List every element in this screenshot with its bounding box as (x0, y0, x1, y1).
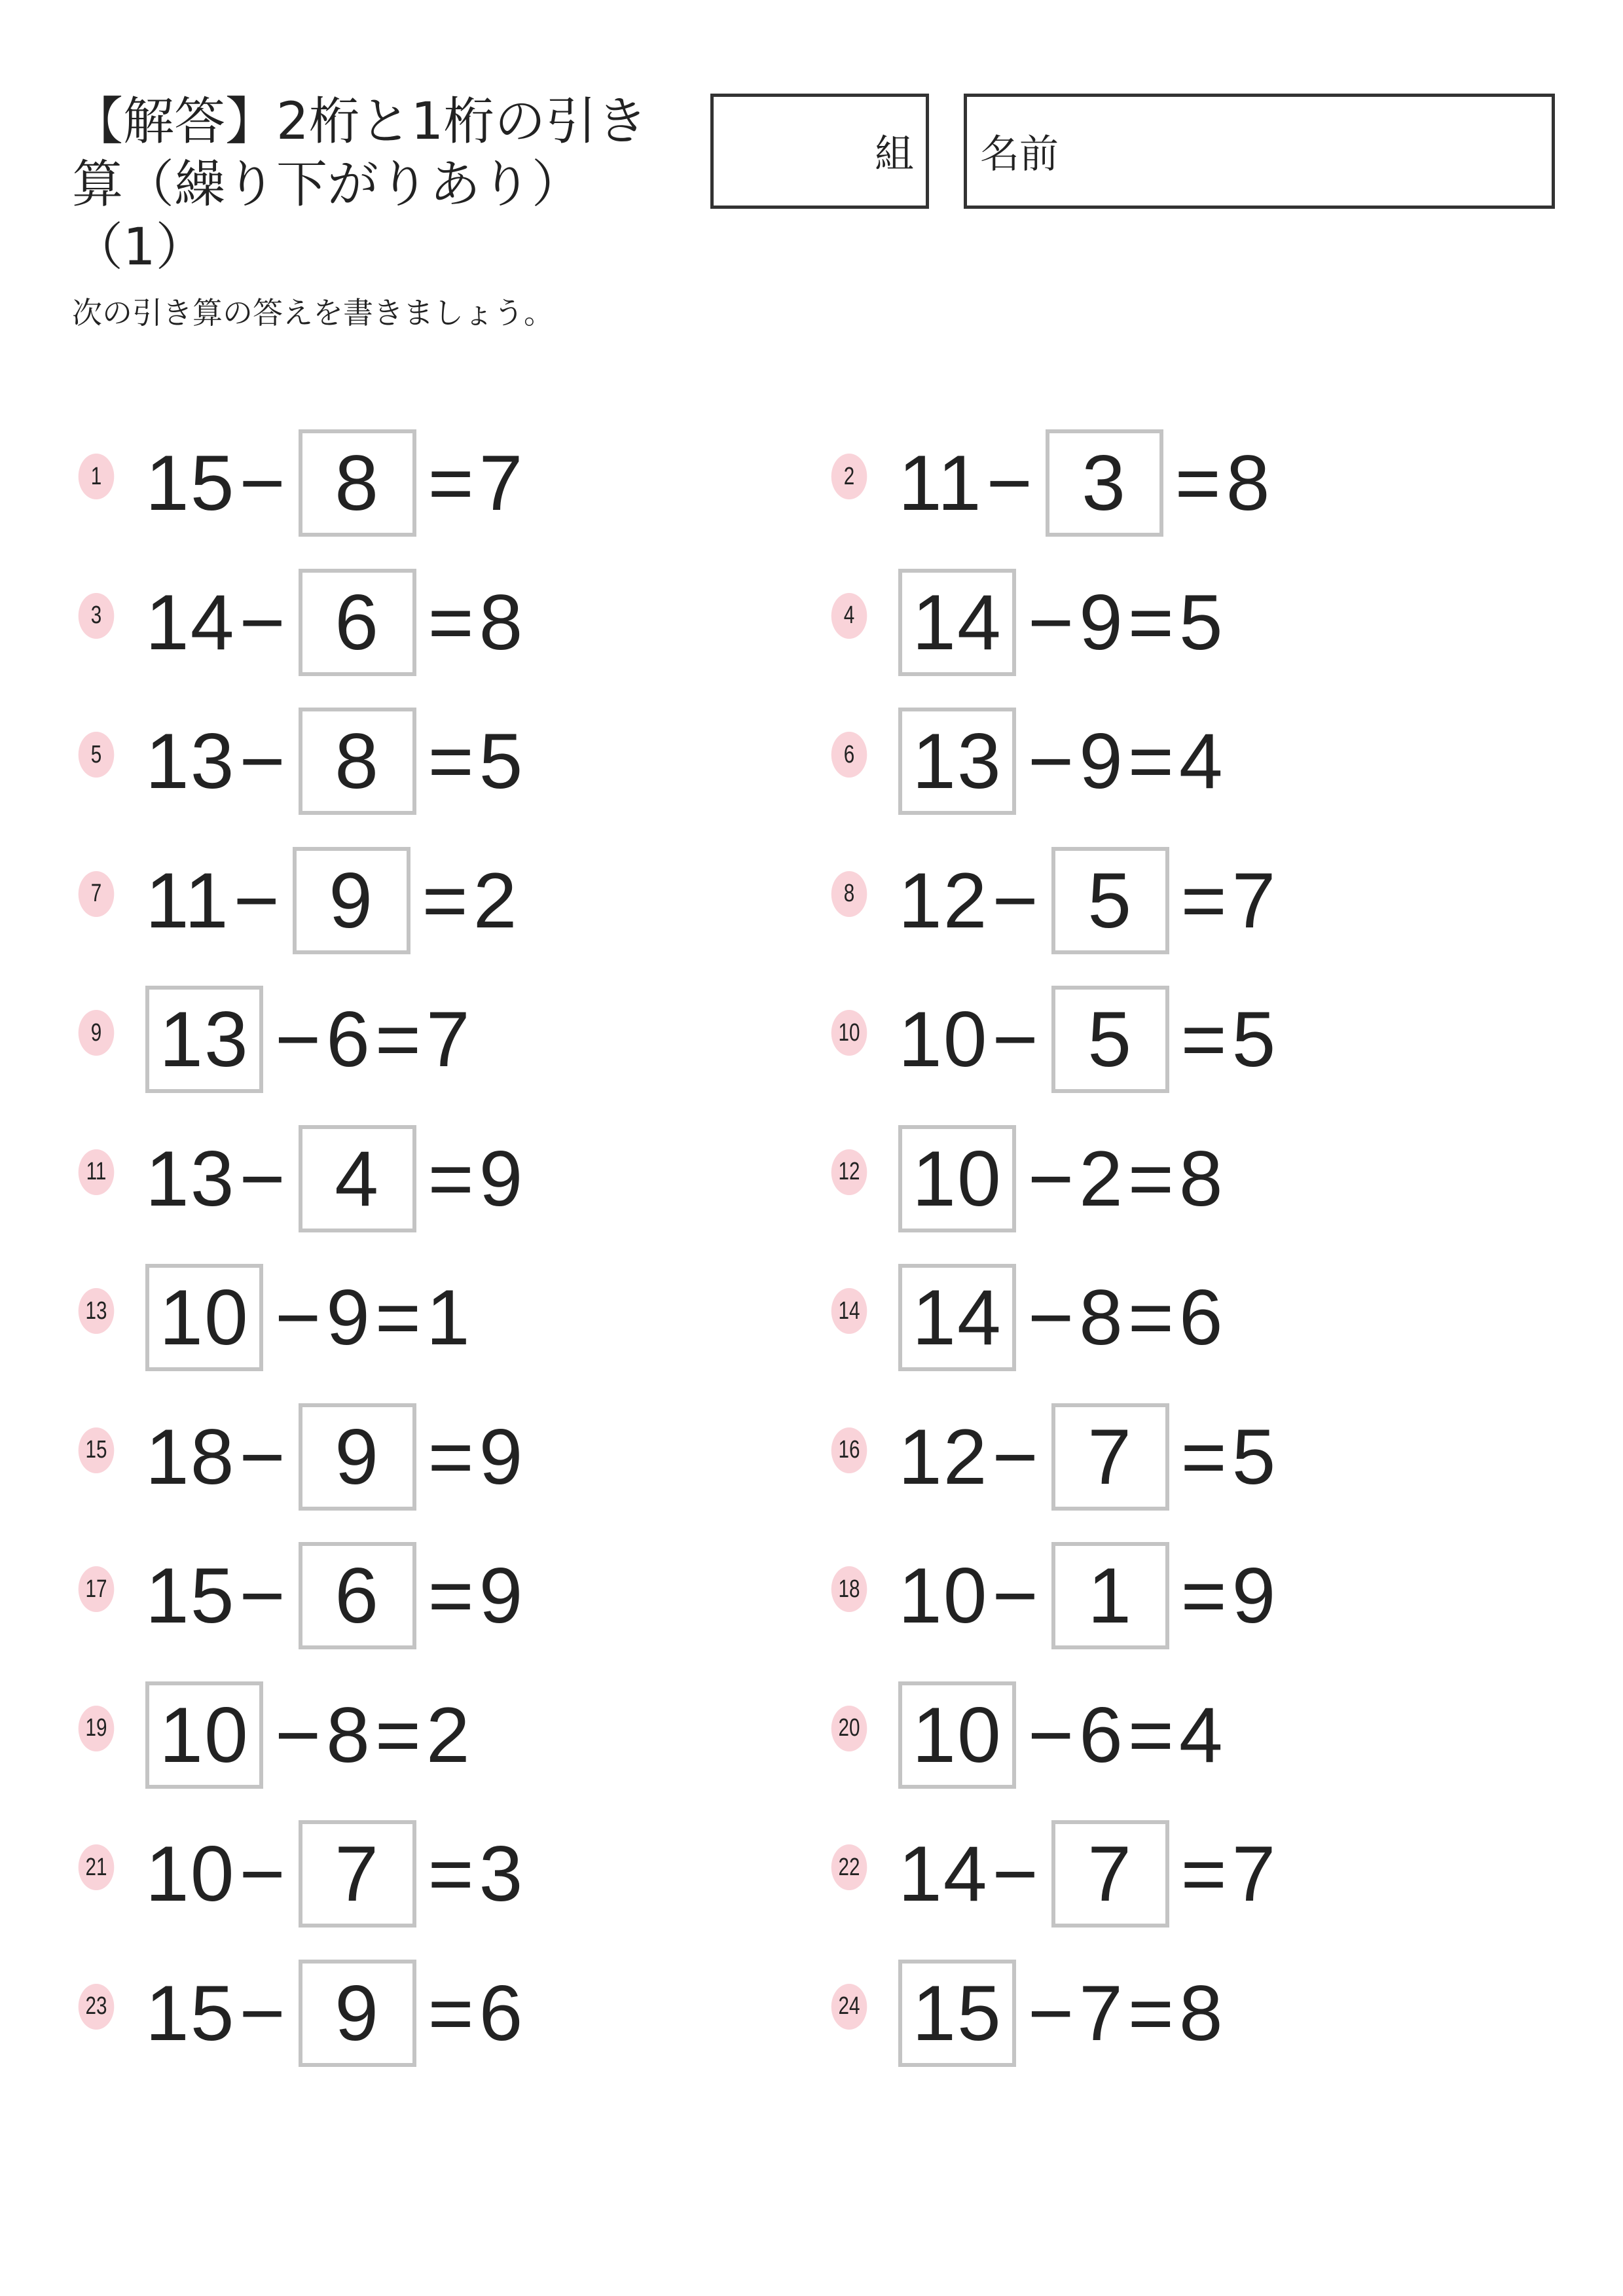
result: 6 (479, 1969, 524, 2057)
minus-sign: − (992, 1552, 1040, 1640)
subtrahend: 8 (1079, 1274, 1124, 1361)
minuend: 12 (898, 856, 989, 944)
minus-sign: − (1028, 1691, 1076, 1779)
problem-item (826, 847, 1481, 954)
equation (898, 1125, 1224, 1232)
class-label: 組 (875, 132, 914, 177)
equation (145, 986, 471, 1093)
result: 5 (479, 717, 524, 805)
equation (898, 1264, 1224, 1371)
equals-sign: = (1180, 1830, 1228, 1918)
answer-box[interactable]: 10 (145, 1681, 263, 1789)
minus-sign: − (1028, 717, 1076, 805)
problem-number-badge: 16 (831, 1427, 867, 1473)
answer-box[interactable]: 6 (299, 1542, 416, 1649)
problem-number-badge: 8 (831, 871, 867, 917)
problem-item (73, 1264, 728, 1371)
problem-number-badge: 7 (79, 871, 115, 917)
subtrahend: 7 (1079, 1969, 1124, 2057)
subtrahend: 6 (1079, 1691, 1124, 1779)
problem-item (826, 1681, 1481, 1789)
equation (145, 1681, 471, 1789)
minus-sign: − (239, 1134, 287, 1223)
minuend: 15 (145, 1969, 236, 2057)
result: 5 (1178, 578, 1224, 666)
minus-sign: − (239, 1412, 287, 1501)
minuend: 12 (898, 1412, 989, 1501)
result: 3 (479, 1830, 524, 1918)
problem-number-badge: 5 (79, 732, 115, 778)
result: 4 (1178, 717, 1224, 805)
problem-item (73, 429, 728, 537)
equation (898, 847, 1277, 954)
minus-sign: − (233, 856, 281, 944)
equals-sign: = (428, 1830, 475, 1918)
minuend: 14 (898, 1830, 989, 1918)
problem-item (826, 569, 1481, 676)
answer-box[interactable]: 6 (299, 569, 416, 676)
subtrahend: 2 (1079, 1134, 1124, 1223)
answer-box[interactable]: 7 (299, 1820, 416, 1928)
equation (898, 569, 1224, 676)
equation (145, 1820, 524, 1928)
minus-sign: − (239, 439, 287, 527)
answer-box[interactable]: 9 (299, 1403, 416, 1511)
minus-sign: − (992, 996, 1040, 1083)
name-label: 名前 (980, 132, 1059, 177)
minuend: 11 (898, 439, 983, 527)
subtrahend: 9 (1079, 717, 1124, 805)
result: 7 (426, 996, 471, 1083)
equals-sign: = (1127, 1274, 1175, 1361)
equation (898, 986, 1277, 1093)
equation (898, 1542, 1277, 1649)
result: 7 (1231, 1830, 1277, 1918)
equals-sign: = (1175, 439, 1222, 527)
worksheet-title: 【解答】2桁と1桁の引き算（繰り下がりあり）（1） (72, 92, 648, 277)
equals-sign: = (428, 1412, 475, 1501)
minus-sign: − (275, 1274, 323, 1361)
problem-number-badge: 4 (831, 593, 867, 639)
equation (145, 847, 518, 954)
minus-sign: − (239, 717, 287, 805)
problem-item (826, 1264, 1481, 1371)
minuend: 10 (898, 996, 989, 1083)
problem-item (73, 1681, 728, 1789)
problem-number-badge: 21 (79, 1844, 115, 1890)
problem-item (73, 708, 728, 815)
minus-sign: − (986, 439, 1034, 527)
equation (145, 569, 524, 676)
problem-number-badge: 15 (79, 1427, 115, 1473)
problem-number-badge: 3 (79, 593, 115, 639)
problem-number-badge: 11 (79, 1149, 115, 1195)
minus-sign: − (275, 1691, 323, 1779)
problem-number-badge: 17 (79, 1566, 115, 1612)
equation (145, 1960, 524, 2067)
minuend: 13 (145, 1134, 236, 1223)
equals-sign: = (1180, 996, 1228, 1083)
problem-item (826, 429, 1481, 537)
problem-item (73, 1820, 728, 1928)
minus-sign: − (1028, 1274, 1076, 1361)
minus-sign: − (239, 1830, 287, 1918)
result: 8 (1178, 1134, 1224, 1223)
answer-box[interactable]: 7 (1051, 1403, 1169, 1511)
answer-box[interactable]: 10 (145, 1264, 263, 1371)
result: 9 (479, 1552, 524, 1640)
equals-sign: = (1180, 856, 1228, 944)
minus-sign: − (1028, 1969, 1076, 2057)
problem-item (73, 1403, 728, 1511)
problem-number-badge: 14 (831, 1288, 867, 1334)
result: 4 (1178, 1691, 1224, 1779)
equals-sign: = (1127, 717, 1175, 805)
answer-box[interactable]: 3 (1046, 429, 1163, 537)
minus-sign: − (992, 1830, 1040, 1918)
equals-sign: = (1180, 1552, 1228, 1640)
problem-item (826, 1403, 1481, 1511)
result: 8 (479, 578, 524, 666)
answer-box[interactable]: 14 (898, 569, 1016, 676)
problem-number-badge: 6 (831, 732, 867, 778)
minuend: 13 (145, 717, 236, 805)
equals-sign: = (1180, 1412, 1228, 1501)
problem-item (826, 1542, 1481, 1649)
answer-box[interactable]: 14 (898, 1264, 1016, 1371)
problem-item (73, 986, 728, 1093)
problem-number-badge: 10 (831, 1010, 867, 1056)
minuend: 10 (898, 1552, 989, 1640)
minus-sign: − (239, 1552, 287, 1640)
result: 8 (1226, 439, 1271, 527)
equation (145, 1542, 524, 1649)
problem-number-badge: 9 (79, 1010, 115, 1056)
equation (145, 708, 524, 815)
answer-box[interactable]: 10 (898, 1125, 1016, 1232)
problem-item (73, 1125, 728, 1232)
subtrahend: 9 (326, 1274, 371, 1361)
equals-sign: = (1127, 1134, 1175, 1223)
equals-sign: = (422, 856, 469, 944)
equation (145, 429, 524, 537)
result: 7 (479, 439, 524, 527)
problem-item (73, 569, 728, 676)
subtrahend: 9 (1079, 578, 1124, 666)
equals-sign: = (428, 439, 475, 527)
equals-sign: = (1127, 578, 1175, 666)
equation (898, 1681, 1224, 1789)
equals-sign: = (428, 578, 475, 666)
answer-box[interactable]: 9 (293, 847, 410, 954)
minuend: 15 (145, 439, 236, 527)
equation (145, 1125, 524, 1232)
problem-item (826, 1960, 1481, 2067)
problem-item (73, 847, 728, 954)
problem-number-badge: 22 (831, 1844, 867, 1890)
subtrahend: 6 (326, 996, 371, 1083)
answer-box[interactable]: 15 (898, 1960, 1016, 2067)
answer-box[interactable]: 8 (299, 429, 416, 537)
result: 2 (473, 856, 519, 944)
answer-box[interactable]: 13 (898, 708, 1016, 815)
problem-item (826, 986, 1481, 1093)
minus-sign: − (275, 996, 323, 1083)
problem-number-badge: 20 (831, 1706, 867, 1751)
minus-sign: − (239, 1969, 287, 2057)
equals-sign: = (374, 996, 422, 1083)
result: 5 (1231, 996, 1277, 1083)
problem-number-badge: 18 (831, 1566, 867, 1612)
minus-sign: − (1028, 1134, 1076, 1223)
equals-sign: = (374, 1691, 422, 1779)
subtrahend: 8 (326, 1691, 371, 1779)
result: 9 (479, 1412, 524, 1501)
equation (898, 708, 1224, 815)
equation (898, 1960, 1224, 2067)
equals-sign: = (428, 1552, 475, 1640)
equals-sign: = (1127, 1969, 1175, 2057)
result: 5 (1231, 1412, 1277, 1501)
equation (145, 1264, 471, 1371)
result: 6 (1178, 1274, 1224, 1361)
result: 9 (479, 1134, 524, 1223)
problem-number-badge: 24 (831, 1984, 867, 2030)
minus-sign: − (992, 1412, 1040, 1501)
answer-box[interactable]: 9 (299, 1960, 416, 2067)
minus-sign: − (239, 578, 287, 666)
equals-sign: = (428, 1134, 475, 1223)
minus-sign: − (992, 856, 1040, 944)
result: 9 (1231, 1552, 1277, 1640)
minuend: 15 (145, 1552, 236, 1640)
minuend: 11 (145, 856, 230, 944)
problem-item (73, 1542, 728, 1649)
answer-box[interactable]: 5 (1051, 847, 1169, 954)
problem-number-badge: 13 (79, 1288, 115, 1334)
answer-box[interactable]: 13 (145, 986, 263, 1093)
equals-sign: = (374, 1274, 422, 1361)
equals-sign: = (428, 1969, 475, 2057)
answer-box[interactable]: 7 (1051, 1820, 1169, 1928)
minuend: 10 (145, 1830, 236, 1918)
equation (898, 429, 1271, 537)
problem-item (826, 708, 1481, 815)
problem-number-badge: 23 (79, 1984, 115, 2030)
problem-item (826, 1820, 1481, 1928)
problem-number-badge: 19 (79, 1706, 115, 1751)
minuend: 18 (145, 1412, 236, 1501)
equation (898, 1820, 1277, 1928)
instruction-text: 次の引き算の答えを書きましょう。 (72, 295, 554, 331)
minuend: 14 (145, 578, 236, 666)
result: 8 (1178, 1969, 1224, 2057)
answer-box[interactable]: 5 (1051, 986, 1169, 1093)
equals-sign: = (1127, 1691, 1175, 1779)
answer-box[interactable]: 8 (299, 708, 416, 815)
problem-number-badge: 1 (79, 454, 115, 499)
problem-item (826, 1125, 1481, 1232)
problem-number-badge: 12 (831, 1149, 867, 1195)
result: 2 (426, 1691, 471, 1779)
result: 1 (426, 1274, 471, 1361)
minus-sign: − (1028, 578, 1076, 666)
result: 7 (1231, 856, 1277, 944)
answer-box[interactable]: 1 (1051, 1542, 1169, 1649)
answer-box[interactable]: 10 (898, 1681, 1016, 1789)
answer-box[interactable]: 4 (299, 1125, 416, 1232)
problem-number-badge: 2 (831, 454, 867, 499)
equals-sign: = (428, 717, 475, 805)
equation (145, 1403, 524, 1511)
equation (898, 1403, 1277, 1511)
problem-item (73, 1960, 728, 2067)
